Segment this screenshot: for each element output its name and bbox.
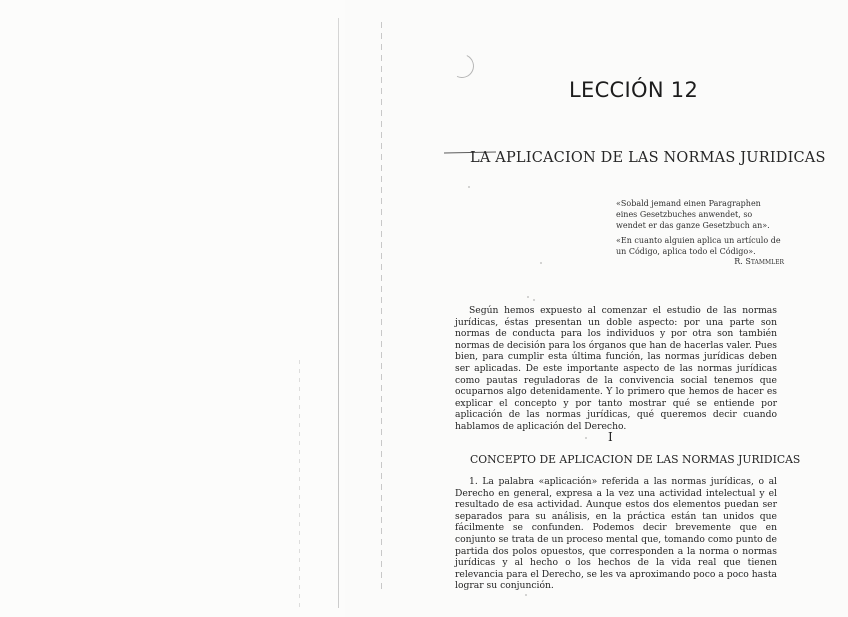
chapter-title: LA APLICACION DE LAS NORMAS JURIDICAS [470, 150, 826, 166]
binding-edge-marks [381, 22, 382, 592]
scan-speck [527, 296, 529, 298]
binding-curl-mark [447, 51, 478, 82]
section-paragraph: 1. La palabra «aplicación» referida a las normas jurídicas, o al Derecho en general, expresa a la vez una actividad intelectual y el resultado de esa actividad. Aunque estos dos elementos puedan ser separados para su análisis, en la práctica están tan unidos que fácilmente se confunden. Podemos decir brevemente que en conjunto se trata de un proceso mental que, tomando como punto de partida dos polos opuestos, que corresponden a la norma o normas jurídicas y al hecho o los hechos de la vida real que tienen relevancia para el Derecho, se les va aproximando poco a poco hasta lograr su conjunción. [455, 476, 777, 592]
scan-speck [585, 437, 587, 439]
lesson-heading: LECCIÓN 12 [569, 78, 699, 102]
blank-left-page [0, 0, 345, 617]
page-gutter-shadow [338, 18, 339, 608]
scan-speck [540, 262, 542, 264]
section-numeral: I [608, 430, 613, 444]
intro-paragraph: Según hemos expuesto al comenzar el estudio de las normas jurídicas, éstas presentan un doble aspecto: por una parte son normas de conducta para los individuos y por otra son también normas de decisión para los órganos que han de hacerlas valer. Pues bien, para cumplir esta última función, las normas jurídicas deben ser aplicadas. De este importante aspecto de las normas jurídicas como pautas reguladoras de la convivencia social tenemos que ocuparnos algo detenidamente. Y lo primero que hemos de hacer es explicar el concepto y por tanto mostrar qué se entiende por aplicación de las normas jurídicas, qué queremos decir cuando hablamos de aplicación del Derecho. [455, 305, 777, 432]
bleed-through-line [299, 360, 300, 610]
epigraph-spanish: «En cuanto alguien aplica un artículo de un Código, aplica todo el Código». [616, 236, 781, 256]
scan-speck [525, 594, 527, 596]
scan-speck [533, 299, 535, 301]
epigraph-german: «Sobald jemand einen Paragraphen eines Gesetzbuches anwendet, so wendet er das ganze Gesetzbuch an». [616, 199, 770, 230]
section-title: CONCEPTO DE APLICACION DE LAS NORMAS JURIDICAS [470, 453, 801, 466]
epigraph-author: R. Stammler [734, 257, 784, 266]
scan-speck [468, 186, 470, 188]
